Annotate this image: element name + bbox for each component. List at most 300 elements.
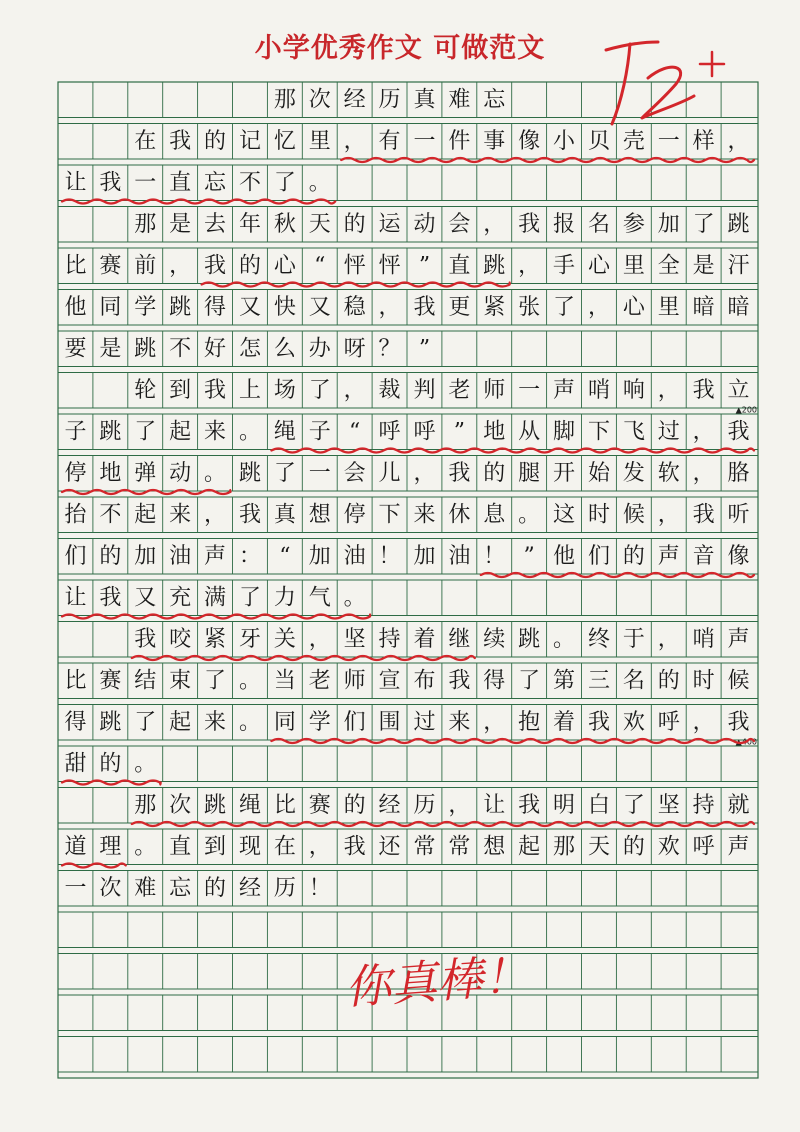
- grid-char: 起: [169, 709, 192, 735]
- grid-char: 持: [692, 792, 715, 818]
- grid-char: 抬: [64, 502, 87, 528]
- grid-char: ”: [418, 336, 431, 362]
- grid-char: 。: [134, 751, 157, 777]
- grid-char: 了: [273, 170, 296, 196]
- grid-char: 我: [518, 211, 541, 237]
- grid-char: 声: [204, 543, 227, 569]
- grid-char: 着: [413, 626, 436, 652]
- grid-char: 于: [622, 626, 645, 652]
- grid-char: 起: [169, 419, 192, 445]
- grid-char: 的: [238, 253, 261, 279]
- grid-char: 难: [448, 87, 471, 113]
- grid-char: 呼: [692, 834, 715, 860]
- grid-char: ：: [238, 543, 261, 569]
- grid-char: 会: [448, 211, 471, 237]
- grid-char: 他: [64, 294, 87, 320]
- grid-char: ？: [378, 336, 401, 362]
- grid-row: [58, 912, 758, 948]
- grid-char: 前: [134, 253, 157, 279]
- grid-char: 忘: [204, 170, 227, 196]
- grid-char: 是: [692, 253, 715, 279]
- grid-char: 音: [692, 543, 715, 569]
- grid-char: 常: [413, 834, 436, 860]
- grid-char: 来: [204, 709, 227, 735]
- grid-char: 终: [587, 626, 610, 652]
- grid-row: [58, 954, 758, 990]
- grid-char: 候: [622, 502, 645, 528]
- grid-char: 手: [553, 253, 576, 279]
- grid-char: 常: [448, 834, 471, 860]
- grid-row: [58, 124, 758, 160]
- grid-char: 赛: [308, 792, 331, 818]
- grid-char: 是: [169, 211, 192, 237]
- grid-char: 他: [553, 543, 576, 569]
- grid-row: [58, 871, 758, 907]
- grid-char: 的: [99, 751, 122, 777]
- grid-char: 比: [273, 792, 296, 818]
- grid-char: 像: [518, 128, 541, 154]
- grid-char: ，: [308, 834, 331, 860]
- grid-char: 理: [99, 834, 122, 860]
- grid-char: 同: [99, 294, 122, 320]
- grid-row: [58, 331, 758, 367]
- grid-char: 我: [692, 502, 715, 528]
- grid-row: [58, 456, 758, 492]
- grid-char: 着: [553, 709, 576, 735]
- grid-char: 场: [273, 377, 296, 403]
- word-count-marker: ▲200: [735, 405, 757, 415]
- grid-char: 胳: [727, 460, 750, 486]
- grid-char: 办: [308, 336, 331, 362]
- grid-char: 我: [518, 792, 541, 818]
- grid-char: 的: [343, 211, 366, 237]
- grid-char: ”: [523, 543, 535, 569]
- grid-char: 天: [587, 834, 610, 860]
- grid-char: 到: [169, 377, 192, 403]
- grid-char: 全: [657, 253, 680, 279]
- grid-char: 了: [134, 709, 157, 735]
- grid-char: 三: [587, 668, 610, 694]
- grid-char: 呀: [343, 336, 366, 362]
- grid-char: 起: [134, 502, 157, 528]
- grid-char: 师: [343, 668, 366, 694]
- grid-char: 让: [64, 170, 87, 196]
- grid-char: 我: [238, 502, 261, 528]
- grid-char: 快: [273, 294, 296, 320]
- grid-char: 天: [308, 211, 331, 237]
- grid-char: 张: [518, 294, 541, 320]
- grid-char: 里: [308, 128, 331, 154]
- grid-char: ，: [727, 128, 750, 154]
- grid-char: 的: [657, 668, 680, 694]
- grid-char: 我: [134, 626, 157, 652]
- grid-char: 来: [413, 502, 436, 528]
- grid-char: 的: [343, 792, 366, 818]
- grid-char: 的: [622, 543, 645, 569]
- grid-char: 绳: [238, 792, 261, 818]
- grid-char: 经: [378, 792, 401, 818]
- grid-row: [58, 746, 758, 782]
- grid-char: 子: [64, 419, 87, 445]
- grid-char: 继: [448, 626, 471, 652]
- grid-char: 忘: [483, 87, 506, 113]
- grid-char: 的: [622, 834, 645, 860]
- grid-char: 裁: [378, 377, 401, 403]
- grid-char: 子: [308, 419, 331, 445]
- grid-char: 发: [622, 460, 645, 486]
- grid-char: 难: [134, 875, 157, 901]
- grid-char: 始: [587, 460, 610, 486]
- grid-char: ，: [378, 294, 401, 320]
- grid-char: 跳: [204, 792, 227, 818]
- grid-char: 听: [727, 502, 750, 528]
- grid-char: 名: [622, 668, 645, 694]
- grid-char: 呼: [413, 419, 436, 445]
- grid-char: “: [279, 543, 291, 569]
- grid-char: 历: [273, 875, 296, 901]
- grid-char: 直: [169, 170, 192, 196]
- grid-char: ，: [448, 792, 471, 818]
- grid-char: 一: [134, 170, 157, 196]
- grid-char: 呼: [378, 419, 401, 445]
- grid-char: 同: [273, 709, 296, 735]
- grid-char: ，: [692, 460, 715, 486]
- grid-char: 又: [308, 294, 331, 320]
- grid-char: 一: [308, 460, 331, 486]
- grid-char: 呼: [657, 709, 680, 735]
- page-title: 小学优秀作文 可做范文: [254, 33, 546, 64]
- grid-char: 一: [413, 128, 436, 154]
- grid-char: 赛: [99, 668, 122, 694]
- grid-char: 咬: [169, 626, 192, 652]
- grid-char: 满: [204, 585, 227, 611]
- grid-char: 跳: [238, 460, 261, 486]
- grid-char: 就: [727, 792, 750, 818]
- grid-char: 让: [483, 792, 506, 818]
- grid-char: 续: [483, 626, 506, 652]
- grid-char: 了: [308, 377, 331, 403]
- grid-char: 了: [692, 211, 715, 237]
- grid-char: ，: [587, 294, 610, 320]
- grid-char: 明: [553, 792, 576, 818]
- grid-char: 秋: [273, 211, 296, 237]
- grid-char: ”: [453, 419, 465, 445]
- grid-char: “: [349, 419, 361, 445]
- grid-char: 围: [378, 709, 401, 735]
- grid-char: 这: [553, 502, 576, 528]
- grid-char: 的: [483, 460, 506, 486]
- grid-char: 第: [553, 668, 576, 694]
- grid-char: 紧: [204, 626, 227, 652]
- grid-char: 件: [448, 128, 471, 154]
- grid-char: 白: [587, 792, 610, 818]
- grid-char: 跳: [483, 253, 506, 279]
- grid-char: 坚: [343, 626, 366, 652]
- grid-char: 不: [99, 502, 122, 528]
- grid-char: 加: [413, 543, 436, 569]
- grid-char: 了: [204, 668, 227, 694]
- grid-char: 加: [134, 543, 157, 569]
- grid-char: ！: [378, 543, 401, 569]
- grid-char: 宣: [378, 668, 401, 694]
- grid-char: 要: [64, 336, 87, 362]
- grid-char: 飞: [622, 419, 645, 445]
- grid-char: 我: [448, 460, 471, 486]
- grid-char: 油: [343, 543, 366, 569]
- grid-char: 来: [448, 709, 471, 735]
- grid-char: 得: [204, 294, 227, 320]
- grid-row: [58, 539, 758, 575]
- grid-char: 时: [587, 502, 610, 528]
- grid-char: 经: [343, 87, 366, 113]
- grid-char: 那: [553, 834, 576, 860]
- grid-char: 儿: [378, 460, 401, 486]
- grid-char: 又: [134, 585, 157, 611]
- grid-char: 我: [413, 294, 436, 320]
- grid-char: ！: [308, 875, 331, 901]
- grid-char: 里: [622, 253, 645, 279]
- grid-char: 让: [64, 585, 87, 611]
- grid-char: 我: [448, 668, 471, 694]
- grid-char: 们: [343, 709, 366, 735]
- grid-char: 了: [622, 792, 645, 818]
- grid-char: 不: [238, 170, 261, 196]
- grid-char: 跳: [99, 419, 122, 445]
- comment-text: 你真棒！: [343, 948, 531, 1015]
- grid-char: 直: [169, 834, 192, 860]
- grid-char: ，: [692, 419, 715, 445]
- grid-char: 真: [273, 502, 296, 528]
- grid-char: 弹: [134, 460, 157, 486]
- grid-char: 想: [483, 834, 506, 860]
- grid-char: 持: [378, 626, 401, 652]
- grid-char: 比: [64, 668, 87, 694]
- grid-char: 里: [657, 294, 680, 320]
- grid-char: 动: [169, 460, 192, 486]
- grid-char: 壳: [622, 128, 645, 154]
- grid-char: 力: [273, 585, 296, 611]
- grid-char: “: [314, 253, 326, 279]
- grid-row: [58, 663, 758, 699]
- grid-char: 又: [238, 294, 261, 320]
- grid-char: 年: [238, 211, 261, 237]
- grid-char: 一: [657, 128, 680, 154]
- grid-char: 当: [273, 668, 296, 694]
- grid-char: 贝: [587, 128, 610, 154]
- grid-char: 名: [587, 211, 610, 237]
- grid-char: 我: [587, 709, 610, 735]
- grid-char: 过: [413, 709, 436, 735]
- grid-char: 师: [483, 377, 506, 403]
- grid-char: 。: [238, 668, 261, 694]
- grid-char: 暗: [727, 294, 750, 320]
- grid-char: 好: [204, 336, 227, 362]
- grid-char: 停: [343, 502, 366, 528]
- grid-char: 那: [273, 87, 296, 113]
- grid-char: 上: [238, 377, 261, 403]
- grid-char: ，: [308, 626, 331, 652]
- grid-char: ”: [418, 253, 431, 279]
- grid-row: [58, 248, 758, 284]
- grid-char: 声: [553, 377, 576, 403]
- grid-char: ，: [657, 502, 680, 528]
- grid-char: 学: [308, 709, 331, 735]
- grid-char: 更: [448, 294, 471, 320]
- grid-char: ，: [657, 626, 680, 652]
- grid-char: 了: [238, 585, 261, 611]
- grid-char: ，: [483, 211, 506, 237]
- grid-char: 欢: [622, 709, 645, 735]
- grid-char: 了: [134, 419, 157, 445]
- grid-char: 忘: [169, 875, 192, 901]
- grid-char: 停: [64, 460, 87, 486]
- grid-char: 次: [99, 875, 122, 901]
- grid-char: 去: [204, 211, 227, 237]
- grid-row: [58, 1037, 758, 1073]
- grid-char: ！: [483, 543, 506, 569]
- grid-char: 息: [483, 502, 506, 528]
- grid-char: 的: [204, 875, 227, 901]
- grid-char: 我: [204, 377, 227, 403]
- grid-char: 我: [727, 709, 750, 735]
- grid-char: 了: [553, 294, 576, 320]
- grid-row: [58, 788, 758, 824]
- grid-row: [58, 995, 758, 1031]
- grid-char: 我: [727, 419, 750, 445]
- grid-char: 从: [518, 419, 541, 445]
- grid-char: 了: [518, 668, 541, 694]
- grid-char: 结: [134, 668, 157, 694]
- grid-char: ，: [343, 377, 366, 403]
- grid-char: 么: [273, 336, 296, 362]
- grid-row: [58, 414, 758, 450]
- word-count-marker: ▲400: [735, 737, 757, 747]
- grid-char: 跳: [727, 211, 750, 237]
- grid-char: 暗: [692, 294, 715, 320]
- grid-char: 记: [238, 128, 261, 154]
- grid-char: 的: [204, 128, 227, 154]
- grid-char: 像: [727, 543, 750, 569]
- grid-char: 稳: [343, 294, 366, 320]
- grid-row: [58, 580, 758, 616]
- grid-char: 声: [727, 834, 750, 860]
- grid-char: 哨: [587, 377, 610, 403]
- grid-char: 心: [622, 294, 645, 320]
- grid-char: ，: [692, 709, 715, 735]
- grid-char: 一: [518, 377, 541, 403]
- grid-char: 立: [727, 377, 750, 403]
- grid-row: [58, 705, 758, 741]
- grid-char: 经: [238, 875, 261, 901]
- grid-char: 道: [64, 834, 87, 860]
- grid-char: 到: [204, 834, 227, 860]
- grid-char: 老: [448, 377, 471, 403]
- grid-char: ，: [413, 460, 436, 486]
- grid-char: 地: [99, 460, 122, 486]
- grid-char: 学: [134, 294, 157, 320]
- grid-char: 开: [553, 460, 576, 486]
- grid-char: 报: [553, 211, 576, 237]
- grid-char: 轮: [134, 377, 157, 403]
- grid-char: ，: [204, 502, 227, 528]
- grid-char: 老: [308, 668, 331, 694]
- grid-char: 心: [587, 253, 610, 279]
- grid-char: 。: [308, 170, 331, 196]
- grid-char: 现: [238, 834, 261, 860]
- grid-char: 事: [483, 128, 506, 154]
- grid-char: 油: [448, 543, 471, 569]
- grid-char: 下: [378, 502, 401, 528]
- grid-char: 。: [134, 834, 157, 860]
- grid-char: 声: [727, 626, 750, 652]
- grid-char: 加: [308, 543, 331, 569]
- grid-char: 我: [692, 377, 715, 403]
- grid-char: 是: [99, 336, 122, 362]
- grid-char: 次: [169, 792, 192, 818]
- grid-char: 气: [308, 585, 331, 611]
- grid-char: 。: [343, 585, 366, 611]
- grid-char: 油: [169, 543, 192, 569]
- grid-char: 坚: [657, 792, 680, 818]
- grid-char: 得: [483, 668, 506, 694]
- grid-char: 历: [413, 792, 436, 818]
- grid-char: 布: [413, 668, 436, 694]
- grid-char: 的: [99, 543, 122, 569]
- grid-char: 。: [204, 460, 227, 486]
- grid-char: 得: [64, 709, 87, 735]
- grid-char: 脚: [553, 419, 576, 445]
- grid-char: 过: [657, 419, 680, 445]
- grid-char: 紧: [483, 294, 506, 320]
- grid-char: 甜: [64, 751, 87, 777]
- grid-char: 还: [378, 834, 401, 860]
- grid-char: 不: [169, 336, 192, 362]
- grid-char: 动: [413, 211, 436, 237]
- grid-char: 心: [273, 253, 296, 279]
- grid-char: 绳: [273, 419, 296, 445]
- grid-char: 声: [657, 543, 680, 569]
- grid-char: 我: [169, 128, 192, 154]
- grid-char: 汗: [727, 253, 750, 279]
- grid-row: [58, 165, 758, 201]
- grid-char: 。: [238, 419, 261, 445]
- grid-char: ，: [343, 128, 366, 154]
- grid-char: 小: [553, 128, 576, 154]
- grid-char: 我: [99, 170, 122, 196]
- grid-char: 地: [483, 419, 506, 445]
- grid-char: 忆: [273, 128, 296, 154]
- grid-char: 加: [657, 211, 680, 237]
- grid-char: 真: [413, 87, 436, 113]
- grid-char: 那: [134, 211, 157, 237]
- grid-char: 怦: [378, 253, 401, 279]
- grid-char: 跳: [99, 709, 122, 735]
- grid-char: 起: [518, 834, 541, 860]
- grid-char: 一: [64, 875, 87, 901]
- grid-char: 时: [692, 668, 715, 694]
- grid-char: 了: [273, 460, 296, 486]
- grid-char: 直: [448, 253, 471, 279]
- grid-char: 参: [622, 211, 645, 237]
- grid-char: ，: [518, 253, 541, 279]
- grid-char: 。: [518, 502, 541, 528]
- grid-row: [58, 622, 758, 658]
- grid-char: 运: [378, 211, 401, 237]
- grid-char: 束: [169, 668, 192, 694]
- grid-char: 在: [273, 834, 296, 860]
- grid-char: 我: [343, 834, 366, 860]
- grid-char: 比: [64, 253, 87, 279]
